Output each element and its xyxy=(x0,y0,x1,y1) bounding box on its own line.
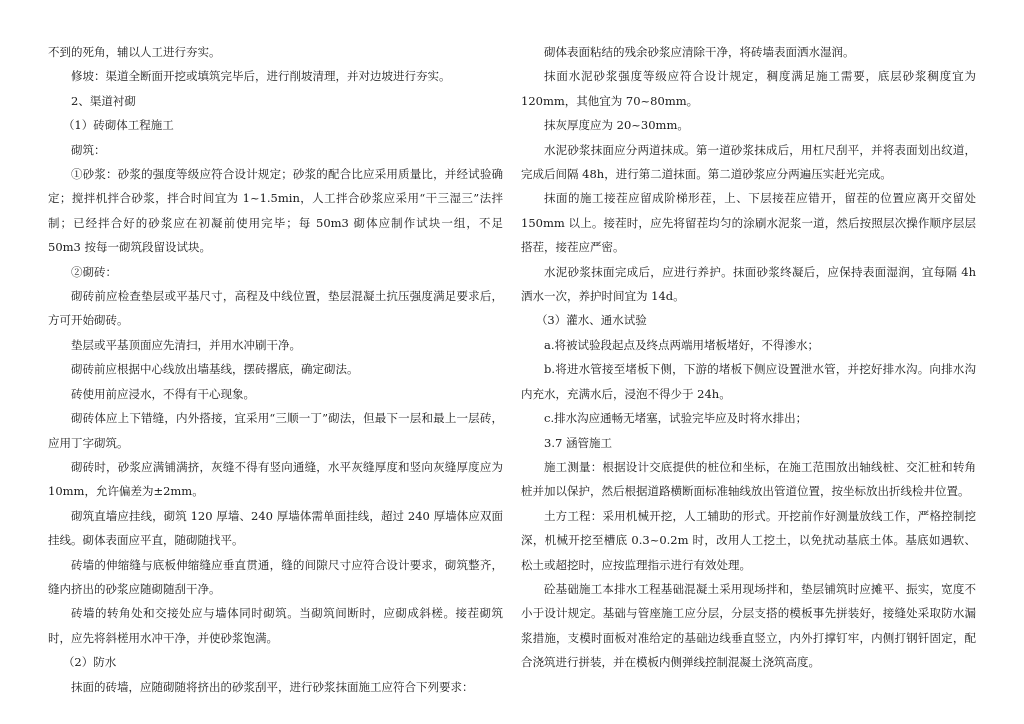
paragraph: 抹面的砖墙，应随砌随将挤出的砂浆刮平，进行砂浆抹面施工应符合下列要求： xyxy=(71,679,474,694)
paragraph: 砌筑： xyxy=(71,142,106,157)
paragraph: 砌砖前应检查垫层或平基尺寸，高程及中线位置，垫层混凝土抗压强度满足要求后，方可开始砌砖。 xyxy=(48,289,503,328)
paragraph: 砼基础施工本排水工程基础混凝土采用现场拌和，垫层铺筑时应摊平、振实，宽度不小于设计规定。基础与管座施工应分层，分层支搭的模板事先拼装好，接缝处采取防水漏浆措施，支模时面板对准给定的基础边线垂直竖立，内外打撑钉牢，内侧打钢钎固定，配合浇筑进行拼装，并在模板内侧弹线控制混凝土浇筑高度。 xyxy=(521,581,976,670)
paragraph: 砖墙的转角处和交接处应与墙体同时砌筑。当砌筑间断时，应砌成斜槎。接茬砌筑时，应先将斜槎用水冲干净，并使砂浆饱满。 xyxy=(48,606,503,645)
paragraph: （3）灌水、通水试验 xyxy=(535,313,647,328)
paragraph: 不到的死角，辅以人工进行夯实。 xyxy=(48,45,221,59)
paragraph: ②砌砖： xyxy=(71,264,117,279)
paragraph: 施工测量：根据设计交底提供的桩位和坐标，在施工范围放出轴线桩、交汇桩和转角桩并加以保护，然后根据道路横断面标准轴线放出管道位置，按坐标放出折线检井位置。 xyxy=(521,459,976,499)
paragraph: 3.7 涵管施工 xyxy=(544,435,612,450)
paragraph: 抹面水泥砂浆强度等级应符合设计规定，稠度满足施工需要，底层砂浆稠度宜为 120mm，其他宜为 70~80mm。 xyxy=(521,69,976,108)
paragraph: 砌体表面粘结的残余砂浆应清除干净，将砖墙表面洒水湿润。 xyxy=(544,45,855,59)
paragraph: 2、渠道衬砌 xyxy=(71,93,136,108)
paragraph: ①砂浆：砂浆的强度等级应符合设计规定；砂浆的配合比应采用质量比，并经试验确定；搅拌机拌合砂浆，拌合时间宜为 1~1.5min，人工拌合砂浆应采用“干三湿三”法拌制；已经拌合好的砂浆应在初凝前使用完毕；每 50m3 砌体应制作试块一组，不足 50m3 按每一砌筑段留设试块。 xyxy=(48,167,503,255)
paragraph: 砖使用前应浸水，不得有干心现象。 xyxy=(71,386,255,401)
right-column xyxy=(521,40,976,675)
paragraph: 砌筑直墙应挂线，砌筑 120 厚墙、240 厚墙体需单面挂线，超过 240 厚墙体应双面挂线。砌体表面应平直，随砌随找平。 xyxy=(48,508,503,548)
paragraph: b.将进水管接至堵板下侧，下游的堵板下侧应设置泄水管，并挖好排水沟。向排水沟内充水，充满水后，浸泡不得少于 24h。 xyxy=(521,362,976,401)
paragraph: （2）防水 xyxy=(62,655,117,670)
paragraph: 抹灰厚度应为 20~30mm。 xyxy=(544,118,689,133)
paragraph: 土方工程：采用机械开挖，人工辅助的形式。开挖前作好测量放线工作，严格控制挖深，机械开挖至槽底 0.3~0.2m 时，改用人工挖土，以免扰动基底土体。基底如遇软、松土或超挖时，应按监理指示进行有效处理。 xyxy=(521,508,976,572)
paragraph: 砖墙的伸缩缝与底板伸缩缝应垂直贯通，缝的间隙尺寸应符合设计要求，砌筑整齐，缝内挤出的砂浆应随砌随刮干净。 xyxy=(48,557,503,596)
paragraph: 水泥砂浆抹面完成后，应进行养护。抹面砂浆终凝后，应保持表面湿润，宜每隔 4h 洒水一次，养护时间宜为 14d。 xyxy=(521,264,976,304)
left-column xyxy=(48,40,503,699)
paragraph: c.排水沟应通畅无堵塞，试验完毕应及时将水排出； xyxy=(544,411,808,426)
paragraph: （1）砖砌体工程施工 xyxy=(62,118,174,133)
paragraph: a.将被试验段起点及终点两端用堵板堵好，不得渗水； xyxy=(544,337,820,352)
paragraph: 砌砖体应上下错缝，内外搭接，宜采用“三顺一丁”砌法，但最下一层和最上一层砖，应用丁字砌筑。 xyxy=(48,411,503,450)
paragraph: 水泥砂浆抹面应分两道抹成。第一道砂浆抹成后，用杠尺刮平，并将表面划出纹道，完成后间隔 48h，进行第二道抹面。第二道砂浆应分两遍压实赶光完成。 xyxy=(521,142,976,182)
paragraph: 砌砖前应根据中心线放出墙基线，摆砖撂底，确定砌法。 xyxy=(71,362,359,377)
paragraph: 砌砖时，砂浆应满铺满挤，灰缝不得有竖向通缝，水平灰缝厚度和竖向灰缝厚度应为 10mm，允许偏差为±2mm。 xyxy=(48,459,503,499)
paragraph: 抹面的施工接茬应留成阶梯形茬，上、下层接茬应错开，留茬的位置应离开交留处 150mm 以上。接茬时，应先将留茬均匀的涂刷水泥浆一道，然后按照层次操作顺序层层搭茬，接茬应严密。 xyxy=(521,191,976,255)
paragraph: 修坡：渠道全断面开挖或填筑完毕后，进行削坡清理，并对边坡进行夯实。 xyxy=(71,69,451,84)
paragraph: 垫层或平基顶面应先清扫，并用水冲刷干净。 xyxy=(71,337,301,352)
